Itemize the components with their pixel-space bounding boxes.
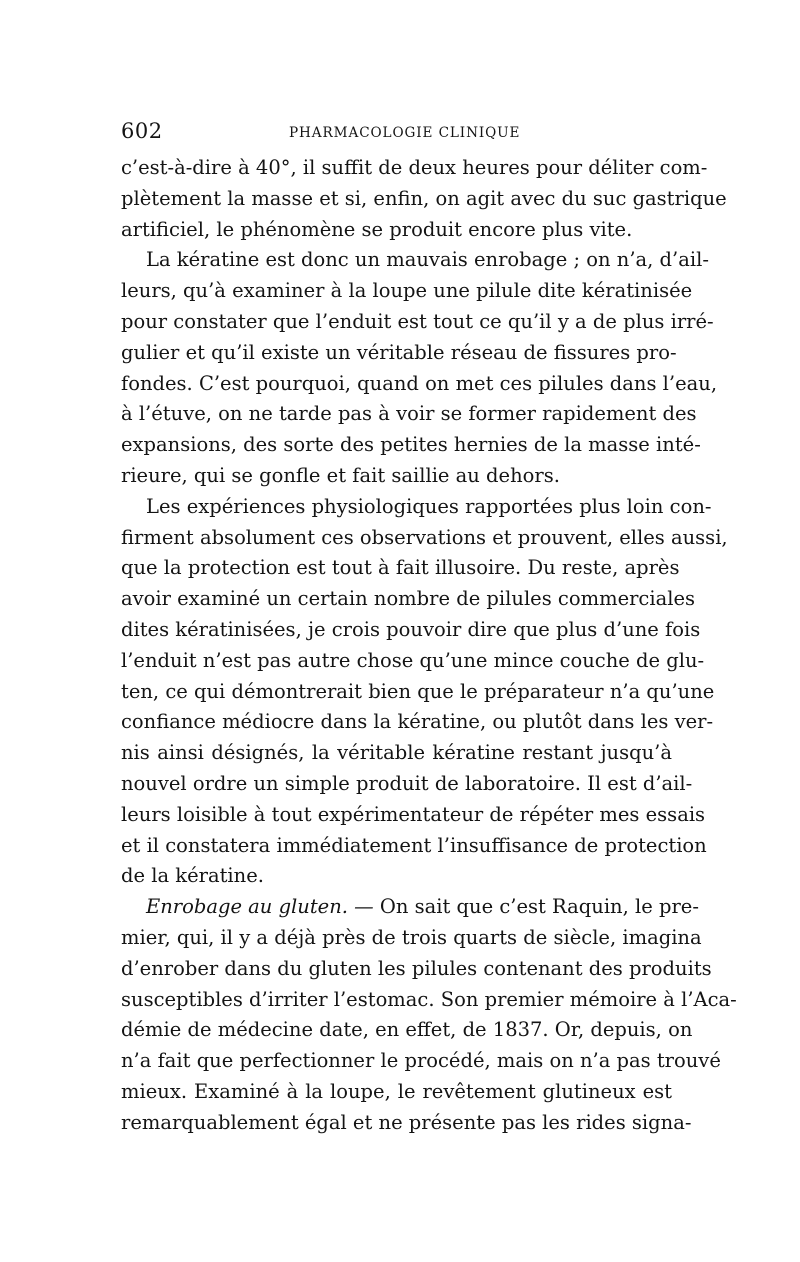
- text-line: dites kératinisées, je crois pouvoir dire que plus d’une fois: [121, 617, 701, 641]
- text-line: expansions, des sorte des petites hernies de la masse inté-: [121, 433, 701, 457]
- text-line: avoir examiné un certain nombre de pilules commerciales: [121, 587, 696, 611]
- page-header: [121, 116, 672, 146]
- running-title: PHARMACOLOGIE CLINIQUE: [289, 125, 521, 141]
- text-line: l’enduit n’est pas autre chose qu’une mince couche de glu-: [121, 648, 705, 672]
- body-text: [121, 153, 737, 1139]
- page-number: 602: [121, 119, 163, 143]
- text-line: leurs loisible à tout expérimentateur de répéter mes essais: [121, 802, 706, 826]
- text-line: nis ainsi désignés, la véritable kératine restant jusqu’à: [121, 741, 672, 765]
- text-line: Les expériences physiologiques rapportées plus loin con-: [146, 494, 712, 518]
- text-line: susceptibles d’irriter l’estomac. Son premier mémoire à l’Aca-: [121, 987, 737, 1011]
- text-line: confiance médiocre dans la kératine, ou plutôt dans les ver-: [121, 710, 714, 734]
- text-line: d’enrober dans du gluten les pilules contenant des produits: [121, 956, 712, 980]
- text-line: firment absolument ces observations et prouvent, elles aussi,: [121, 525, 728, 549]
- text-line: pour constater que l’enduit est tout ce qu’il y a de plus irré-: [121, 309, 714, 333]
- text-line: remarquablement égal et ne présente pas les rides signa-: [121, 1110, 692, 1134]
- text-line: fondes. C’est pourquoi, quand on met ces pilules dans l’eau,: [121, 371, 718, 395]
- text-line: rieure, qui se gonfle et fait saillie au dehors.: [121, 463, 560, 487]
- text-line: plètement la masse et si, enfin, on agit avec du suc gastrique: [121, 186, 727, 210]
- text-line: La kératine est donc un mauvais enrobage ; on n’a, d’ail-: [146, 248, 709, 272]
- text-line-with-heading: [121, 892, 699, 923]
- text-line: leurs, qu’à examiner à la loupe une pilule dite kératinisée: [121, 279, 693, 303]
- text-line: ten, ce qui démontrerait bien que le préparateur n’a qu’une: [121, 679, 715, 703]
- section-heading: Enrobage au gluten. —: [146, 895, 380, 919]
- text-line: démie de médecine date, en effet, de 1837. Or, depuis, on: [121, 1018, 693, 1042]
- text-line: de la kératine.: [121, 864, 264, 888]
- text-line: artificiel, le phénomène se produit encore plus vite.: [121, 217, 633, 241]
- text-line: mier, qui, il y a déjà près de trois quarts de siècle, imagina: [121, 925, 702, 949]
- text-line: et il constatera immédiatement l’insuffisance de protection: [121, 833, 707, 857]
- text-line: à l’étuve, on ne tarde pas à voir se former rapidement des: [121, 402, 697, 426]
- text-line: nouvel ordre un simple produit de laboratoire. Il est d’ail-: [121, 771, 693, 795]
- text-line: mieux. Examiné à la loupe, le revêtement glutineux est: [121, 1079, 672, 1103]
- text-line: que la protection est tout à fait illusoire. Du reste, après: [121, 556, 680, 580]
- text-line: On sait que c’est Raquin, le pre-: [379, 895, 699, 919]
- text-line: c’est-à-dire à 40°, il suffit de deux heures pour déliter com-: [121, 156, 708, 179]
- text-line: n’a fait que perfectionner le procédé, mais on n’a pas trouvé: [121, 1049, 721, 1073]
- text-line: gulier et qu’il existe un véritable réseau de fissures pro-: [121, 340, 677, 364]
